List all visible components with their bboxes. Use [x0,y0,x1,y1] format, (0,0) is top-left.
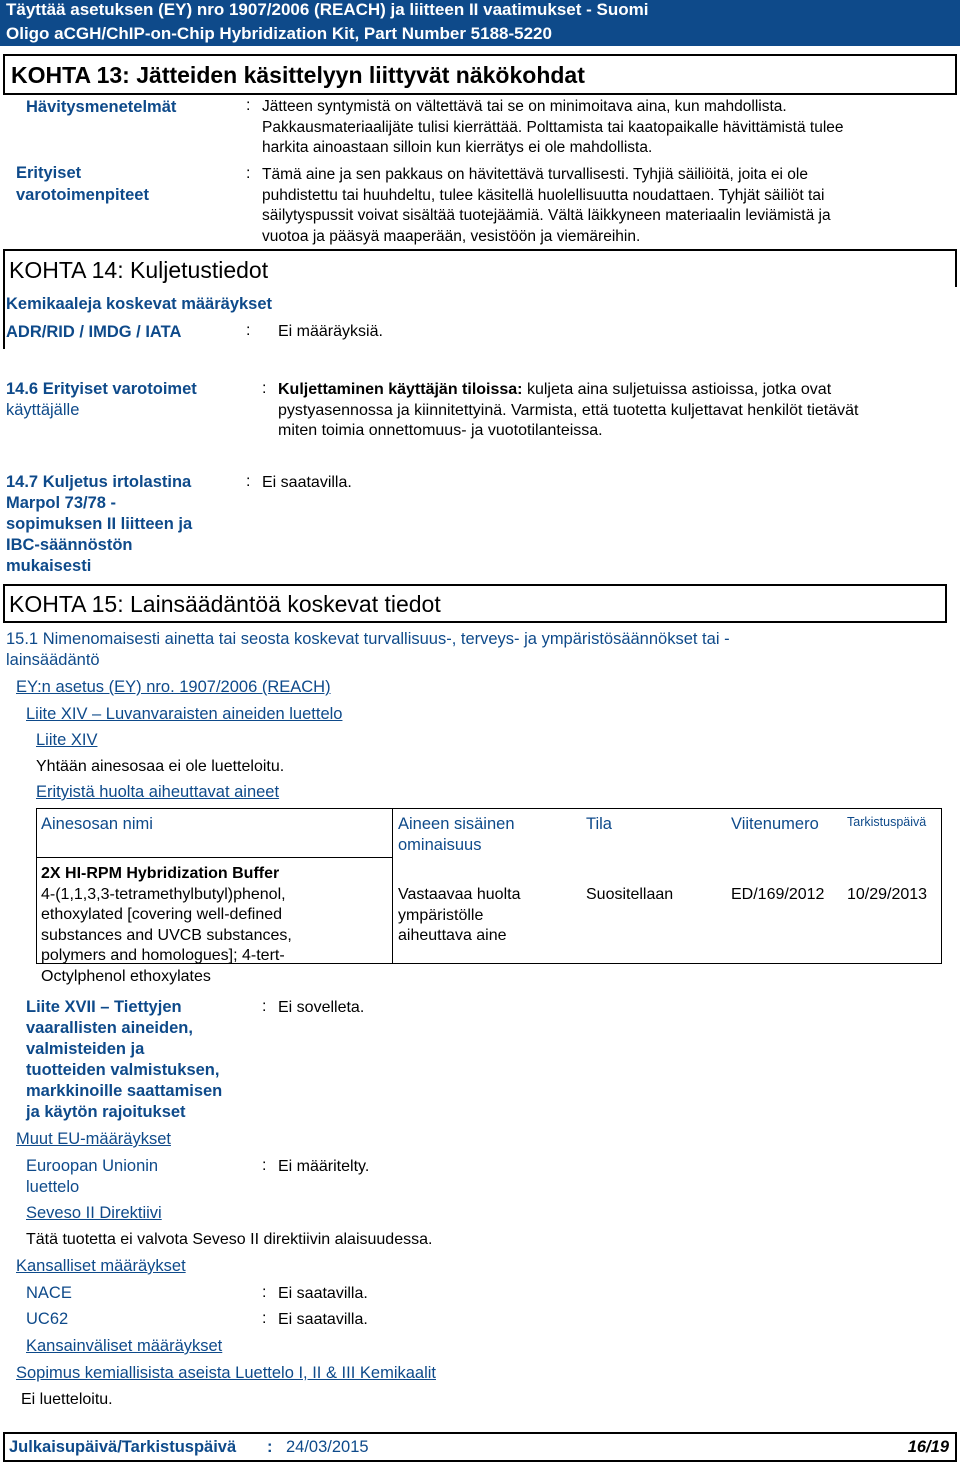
section-14-6-line [278,380,858,401]
section-14-6-line: miten toimia onnettomuus- ja vuototilanteissa. [278,422,603,439]
eu-inventory-label-line: luettelo [26,1178,80,1196]
footer-date: 24/03/2015 [286,1438,369,1456]
s147-colon: : [246,473,251,490]
svhc-product-name: 2X HI-RPM Hybridization Buffer [41,865,280,882]
section-14-title: KOHTA 14: Kuljetustiedot [9,257,269,283]
header-product-line: Oligo aCGH/ChIP-on-Chip Hybridization Kit, Part Number 5188-5220 [6,24,552,43]
th-intrinsic-property-line: ominaisuus [398,836,482,854]
seveso-heading: Seveso II Direktiivi [26,1204,162,1222]
special-line: Tämä aine ja sen pakkaus on hävitettävä turvallisesti. Tyhjiä säiliöitä, joita ei ole [262,166,808,183]
international-regulations-heading: Kansainväliset määräykset [26,1337,223,1355]
annex-xiv-text: Yhtään ainesosaa ei ole luetteloitu. [36,758,285,775]
section-15-1-heading [6,629,730,671]
section-14-7-label-line: Marpol 73/78 - [6,494,117,512]
section-14-title-box [3,249,957,287]
section-14-6-bold: Kuljettaminen käyttäjän tiloissa: [278,381,523,398]
nace-value: Ei saatavilla. [278,1285,368,1302]
footer-page-number: 16/19 [907,1438,949,1456]
section-14-7-label-line: sopimuksen II liitteen ja [6,515,193,533]
section-14-6-label-line-1: 14.6 Erityiset varotoimet [6,380,197,398]
svhc-substance-line: Octylphenol ethoxylates [41,967,211,985]
eu-inventory-colon: : [262,1157,267,1174]
footer-issue-date-label: Julkaisupäivä/Tarkistuspäivä [9,1438,237,1456]
special-precautions-text [262,165,831,247]
th-intrinsic-property [398,814,515,856]
annex-xvii-line: Liite XVII – Tiettyjen [26,998,182,1016]
special-line: säilytyspussit voivat sisältää tuotejäämiä. Vältä läikkyneen materiaalin leviämistä ja [262,207,831,224]
eu-inventory-label [26,1156,158,1198]
chemical-weapons-convention-value: Ei luetteloitu. [21,1391,113,1408]
section-14-6-line: pystyasennossa ja kiinnitettyinä. Varmista, että tuotetta kuljettavat henkilöt tietävät [278,401,859,419]
special-colon: : [246,165,251,182]
disposal-methods-label: Hävitysmenetelmät [26,98,177,116]
uc62-value: Ei saatavilla. [278,1311,368,1328]
svhc-property-line: aiheuttava aine [398,927,507,944]
svhc-heading: Erityistä huolta aiheuttavat aineet [36,783,280,801]
section-14-left-rule [3,249,5,349]
section-15-title-box [3,584,947,623]
svhc-date-cell: 10/29/2013 [847,886,928,903]
svhc-property-cell [398,885,520,947]
reach-regulation-heading: EY:n asetus (EY) nro. 1907/2006 (REACH) [16,678,331,696]
nace-label: NACE [26,1284,72,1302]
annex-xvii-line: markkinoille saattamisen [26,1082,223,1100]
section-14-6-line-1: kuljeta aina suljetuissa astioissa, jotka ovat [526,381,832,398]
special-precautions-label [16,163,149,206]
special-line: vuotoa ja pääsyä maaperään, vesistöön ja viemäreihin. [262,227,641,245]
section-13-title: KOHTA 13: Jätteiden käsittelyyn liittyvät näkökohdat [11,62,585,88]
annex-xvii-line: vaarallisten aineiden, [26,1019,193,1037]
section-13-title-box [3,54,957,95]
special-precautions-label-line: Erityiset [16,164,82,182]
document-header [0,0,960,46]
section-14-6-text [278,380,858,442]
nace-colon: : [262,1284,267,1301]
disposal-line: Jätteen syntymistä on vältettävä tai se on minimoitava aina, kun mahdollista. [262,98,787,115]
disposal-colon: : [246,97,251,114]
annex-xiv-title: Liite XIV – Luvanvaraisten aineiden luettelo [26,705,343,723]
svhc-property-line: Vastaavaa huolta [398,886,521,903]
other-eu-regulations-heading: Muut EU-määräykset [16,1130,171,1148]
chemical-regulations-label: Kemikaaleja koskevat määräykset [6,295,273,313]
header-regulation-line: Täyttää asetuksen (EY) nro 1907/2006 (REACH) ja liitteen II vaatimukset - Suomi [6,0,649,19]
footer-colon: : [267,1438,273,1456]
special-precautions-label-line: varotoimenpiteet [16,186,149,204]
svhc-substance-line: substances and UVCB substances, [41,926,292,944]
disposal-line: Pakkausmateriaalijäte tulisi kierrättää. Polttamista tai kaatopaikalle hävittämistä tulee [262,118,844,136]
section-14-6-label [6,379,197,421]
section-14-7-label-line: mukaisesti [6,557,92,575]
annex-xvii-value: Ei sovelleta. [278,999,365,1016]
uc62-colon: : [262,1310,267,1327]
page-footer [3,1432,957,1462]
th-status: Tila [586,815,612,833]
annex-xvii-label [26,997,222,1123]
section-14-7-value: Ei saatavilla. [262,474,352,491]
eu-inventory-label-line: Euroopan Unionin [26,1157,159,1175]
svhc-substance-line: polymers and homologues]; 4-tert- [41,947,285,964]
section-14-7-label-line: IBC-säännöstön [6,536,133,554]
section-15-1-line: lainsäädäntö [6,651,100,669]
uc62-label: UC62 [26,1310,69,1328]
svhc-reference-cell: ED/169/2012 [731,886,825,903]
th-review-date: Tarkistuspäivä [847,815,927,829]
th-intrinsic-property-line: Aineen sisäinen [398,815,515,833]
th-substance-name: Ainesosan nimi [41,815,153,833]
svhc-status-cell: Suositellaan [586,886,674,903]
section-15-1-line: 15.1 Nimenomaisesti ainetta tai seosta koskevat turvallisuus-, terveys- ja ympäristösäännökset tai - [6,630,730,648]
annex-xvii-line: valmisteiden ja [26,1040,145,1058]
annex-xvii-colon: : [262,998,267,1015]
seveso-text: Tätä tuotetta ei valvota Seveso II direktiivin alaisuudessa. [26,1231,433,1248]
svhc-substance-line: ethoxylated [covering well-defined [41,906,283,923]
special-line: puhdistettu tai huuhdeltu, tulee käsitellä huolellisuutta noudattaen. Tyhjät säiliöt tai [262,186,825,204]
annex-xvii-line: tuotteiden valmistuksen, [26,1061,220,1079]
section-14-7-label-line: 14.7 Kuljetus irtolastina [6,473,192,491]
disposal-methods-text [262,97,844,159]
national-regulations-heading: Kansalliset määräykset [16,1257,186,1275]
chemical-weapons-convention-heading: Sopimus kemiallisista aseista Luettelo I, II & III Kemikaalit [16,1364,437,1382]
section-15-title: KOHTA 15: Lainsäädäntöä koskevat tiedot [9,591,441,617]
adr-colon: : [246,322,251,339]
svhc-substance-cell [41,864,292,987]
annex-xvii-line: ja käytön rajoitukset [26,1103,186,1121]
adr-rid-imdg-iata-label: ADR/RID / IMDG / IATA [6,323,182,341]
th-reference-number: Viitenumero [731,815,819,833]
svhc-property-line: ympäristölle [398,906,484,924]
disposal-line: harkita ainoastaan silloin kun kierrätys ei ole mahdollista. [262,139,653,156]
annex-xiv-heading: Liite XIV [36,731,98,749]
section-14-7-label [6,472,192,577]
section-14-6-label-line [6,379,197,400]
section-14-6-label-line: käyttäjälle [6,401,80,419]
svhc-substance-line: 4-(1,1,3,3-tetramethylbutyl)phenol, [41,885,286,903]
eu-inventory-value: Ei määritelty. [278,1158,370,1175]
adr-value: Ei määräyksiä. [278,323,383,340]
s146-colon: : [262,380,267,397]
